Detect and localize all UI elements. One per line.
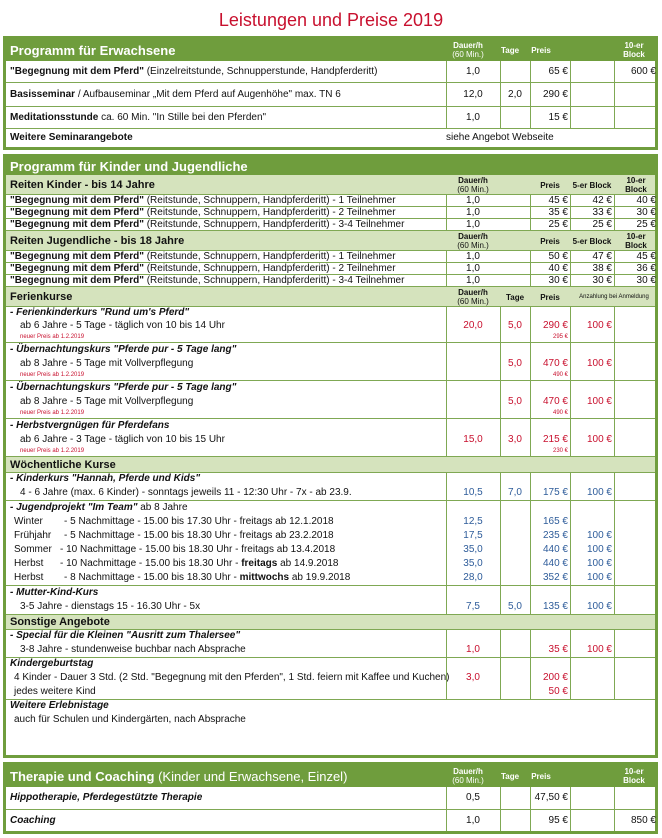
col-header-dauer: Dauer/h (60 Min.) xyxy=(452,41,484,59)
col-header-tage: Tage xyxy=(500,46,520,55)
tage-value: 7,0 xyxy=(508,487,522,498)
table-row xyxy=(6,219,655,231)
block5-value: 38 € xyxy=(592,263,612,274)
block5-value: 25 € xyxy=(592,219,612,230)
table-row xyxy=(6,251,655,263)
row-label: "Begegnung mit dem Pferd" (Reitstunde, Schnuppern, Handpferderitt) - 3-4 Teilnehmer xyxy=(10,219,405,230)
row-label: "Begegnung mit dem Pferd" (Einzelreitstunde, Schnupperstunde, Handpferderitt) xyxy=(10,66,378,77)
block5-value: 47 € xyxy=(592,251,612,262)
deposit-value: 100 € xyxy=(586,487,612,498)
table-row xyxy=(6,107,655,129)
deposit-value: 100 € xyxy=(586,396,612,407)
price-value: 50 € xyxy=(548,251,568,262)
course-name-row: Weitere Erlebnistage xyxy=(6,700,655,713)
deposit-value: 100 € xyxy=(586,434,612,445)
row-label: Meditationsstunde ca. 60 Min. "In Stille bei den Pferden" xyxy=(10,112,267,123)
section-title: Therapie und Coaching (Kinder und Erwachsene, Einzel) xyxy=(10,769,348,784)
block10-value: 30 € xyxy=(636,275,656,286)
dauer-value: 1,0 xyxy=(466,207,480,218)
price-value: 45 € xyxy=(548,195,568,206)
dauer-value: 1,0 xyxy=(466,195,480,206)
table-row: 4 Kinder - Dauer 3 Std. (2 Std. "Begegnung mit den Pferden", 1 Std. feiern mit Kaffee und Kuchen) 3,0 200 € xyxy=(6,671,655,685)
table-row: jedes weitere Kind 50 € xyxy=(6,685,655,700)
dauer-value: 12,0 xyxy=(463,89,483,100)
dauer-value: 10,5 xyxy=(463,487,483,498)
subsection-title: Ferienkurse xyxy=(10,291,73,303)
new-price-row: neuer Preis ab 1.2.2019 295 € xyxy=(6,333,655,343)
new-price-row: neuer Preis ab 1.2.2019 490 € xyxy=(6,371,655,381)
section-header xyxy=(6,39,655,61)
table-row xyxy=(6,263,655,275)
table-row: Herbst - 8 Nachmittage - 15.00 bis 18.30 Uhr - mittwochs ab 19.9.2018 28,0 352 € 100 € xyxy=(6,571,655,586)
table-row: Sommer - 10 Nachmittage - 15.00 bis 18.30 Uhr - freitags ab 13.4.2018 35,0 440 € 100 € xyxy=(6,543,655,557)
table-row: auch für Schulen und Kindergärten, nach Absprache xyxy=(6,713,655,727)
table-row: Frühjahr - 5 Nachmittage - 15.00 bis 18.30 Uhr - freitags ab 23.2.2018 17,5 235 € 100 € xyxy=(6,529,655,543)
block10-value: 36 € xyxy=(636,263,656,274)
tage-value: 3,0 xyxy=(508,434,522,445)
row-label: "Begegnung mit dem Pferd" (Reitstunde, Schnuppern, Handpferderitt) - 2 Teilnehmer xyxy=(10,207,396,218)
tage-value: 2,0 xyxy=(508,89,522,100)
subsection-title: Reiten Jugendliche - bis 18 Jahre xyxy=(10,235,185,247)
dauer-value: 1,0 xyxy=(466,66,480,77)
block10-value: 45 € xyxy=(636,251,656,262)
subsection-title: Reiten Kinder - bis 14 Jahre xyxy=(10,179,155,191)
row-note: siehe Angebot Webseite xyxy=(446,132,554,143)
table-row xyxy=(6,207,655,219)
table-row xyxy=(6,195,655,207)
price-value: 290 € xyxy=(542,89,568,100)
subsection-header xyxy=(6,457,655,473)
course-name-row: Kindergeburtstag xyxy=(6,658,655,671)
subsection-header xyxy=(6,615,655,630)
table-row: Herbst - 10 Nachmittage - 15.00 bis 18.30 Uhr - freitags ab 14.9.2018 35,0 440 € 100 € xyxy=(6,557,655,571)
table-row: 3-5 Jahre - dienstags 15 - 16.30 Uhr - 5x 7,5 5,0 135 € 100 € xyxy=(6,600,655,615)
subsection-header: Ferienkurse Dauer/h (60 Min.) Tage Preis Anzahlung bei Anmeldung xyxy=(6,287,655,307)
row-label: Weitere Seminarangebote xyxy=(10,132,133,143)
price-value: 15 € xyxy=(548,112,568,123)
dauer-value: 15,0 xyxy=(463,434,483,445)
col-header-dauer: Dauer/h (60 Min.) xyxy=(452,767,484,785)
price-value: 290 € xyxy=(542,320,568,331)
price-value: 35 € xyxy=(548,207,568,218)
section-header xyxy=(6,157,655,175)
row-label: "Begegnung mit dem Pferd" (Reitstunde, Schnuppern, Handpferderitt) - 2 Teilnehmer xyxy=(10,263,396,274)
course-name-row: - Übernachtungskurs "Pferde pur - 5 Tage lang" xyxy=(6,381,655,395)
section-therapie xyxy=(3,762,658,834)
col-header-preis: Preis xyxy=(531,46,551,55)
block10-value: 25 € xyxy=(636,219,656,230)
subsection-title: Sonstige Angebote xyxy=(10,616,110,628)
deposit-value: 100 € xyxy=(586,358,612,369)
block10-value: 600 € xyxy=(630,66,656,77)
course-name-row: - Herbstvergnügen für Pferdefans xyxy=(6,419,655,433)
course-name-row: - Jugendprojekt "Im Team" ab 8 Jahre xyxy=(6,501,655,515)
course-name-row: - Übernachtungskurs "Pferde pur - 5 Tage lang" xyxy=(6,343,655,357)
table-row xyxy=(6,129,655,147)
col-header-10er: 10-er Block xyxy=(623,767,645,785)
table-row: Winter - 5 Nachmittage - 15.00 bis 17.30 Uhr - freitags ab 12.1.2018 12,5 165 € xyxy=(6,515,655,529)
new-price-row: neuer Preis ab 1.2.2019 490 € xyxy=(6,409,655,419)
block10-value: 40 € xyxy=(636,195,656,206)
table-row xyxy=(6,275,655,287)
price-value: 25 € xyxy=(548,219,568,230)
row-label: "Begegnung mit dem Pferd" (Reitstunde, Schnuppern, Handpferderitt) - 3-4 Teilnehmer xyxy=(10,275,405,286)
subsection-header: Reiten Jugendliche - bis 18 Jahre Dauer/h (60 Min.) Preis 5-er Block 10-er Block xyxy=(6,231,655,251)
price-value: 65 € xyxy=(548,66,568,77)
tage-value: 5,0 xyxy=(508,320,522,331)
price-value: 470 € xyxy=(542,396,568,407)
row-label: "Begegnung mit dem Pferd" (Reitstunde, Schnuppern, Handpferderitt) - 1 Teilnehmer xyxy=(10,251,396,262)
table-row: 4 - 6 Jahre (max. 6 Kinder) - sonntags jeweils 11 - 12:30 Uhr - 7x - ab 23.9. 10,5 7,0 175 € 100 € xyxy=(6,486,655,501)
price-value: 40 € xyxy=(548,263,568,274)
deposit-value: 100 € xyxy=(586,320,612,331)
subsection-title: Wöchentliche Kurse xyxy=(10,459,116,471)
table-row: ab 8 Jahre - 5 Tage mit Vollverpflegung 5,0 470 € 100 € xyxy=(6,357,655,371)
section-title: Programm für Kinder und Jugendliche xyxy=(10,159,248,174)
dauer-value: 1,0 xyxy=(466,251,480,262)
dauer-value: 1,0 xyxy=(466,275,480,286)
table-row: Coaching 1,0 95 € 850 € xyxy=(6,810,655,831)
subsection-header: Reiten Kinder - bis 14 Jahre Dauer/h (60 Min.) Preis 5-er Block 10-er Block xyxy=(6,175,655,195)
course-name-row: - Ferienkinderkurs "Rund um's Pferd" xyxy=(6,307,655,319)
price-value: 175 € xyxy=(542,487,568,498)
tage-value: 5,0 xyxy=(508,396,522,407)
section-erwachsene xyxy=(3,36,658,150)
section-header xyxy=(6,765,655,787)
col-header-preis: Preis xyxy=(531,772,551,781)
price-value: 470 € xyxy=(542,358,568,369)
page-title: Leistungen und Preise 2019 xyxy=(218,10,444,30)
block5-value: 33 € xyxy=(592,207,612,218)
course-name-row: - Special für die Kleinen "Ausritt zum Thalersee" xyxy=(6,630,655,643)
table-row xyxy=(6,83,655,107)
block5-value: 30 € xyxy=(592,275,612,286)
col-header-tage: Tage xyxy=(500,772,520,781)
table-row: 3-8 Jahre - stundenweise buchbar nach Absprache 1,0 35 € 100 € xyxy=(6,643,655,658)
dauer-value: 1,0 xyxy=(466,219,480,230)
price-value: 215 € xyxy=(542,434,568,445)
table-row: ab 6 Jahre - 5 Tage - täglich von 10 bis 14 Uhr 20,0 5,0 290 € 100 € xyxy=(6,319,655,333)
dauer-value: 1,0 xyxy=(466,112,480,123)
dauer-value: 1,0 xyxy=(466,263,480,274)
section-title: Programm für Erwachsene xyxy=(10,43,176,58)
section-kinder xyxy=(3,154,658,758)
col-header-10er: 10-er Block xyxy=(623,41,645,59)
tage-value: 5,0 xyxy=(508,358,522,369)
block10-value: 30 € xyxy=(636,207,656,218)
table-row xyxy=(6,61,655,83)
course-name-row: - Mutter-Kind-Kurs xyxy=(6,586,655,600)
price-value: 30 € xyxy=(548,275,568,286)
row-label: "Begegnung mit dem Pferd" (Reitstunde, Schnuppern, Handpferderitt) - 1 Teilnehmer xyxy=(10,195,396,206)
block5-value: 42 € xyxy=(592,195,612,206)
table-row: Hippotherapie, Pferdegestützte Therapie 0,5 47,50 € xyxy=(6,787,655,810)
dauer-value: 20,0 xyxy=(463,320,483,331)
course-name-row: - Kinderkurs "Hannah, Pferde und Kids" xyxy=(6,473,655,486)
row-label: Basisseminar / Aufbauseminar „Mit dem Pferd auf Augenhöhe" max. TN 6 xyxy=(10,89,341,100)
table-row: ab 8 Jahre - 5 Tage mit Vollverpflegung 5,0 470 € 100 € xyxy=(6,395,655,409)
new-price-row: neuer Preis ab 1.2.2019 230 € xyxy=(6,447,655,457)
table-row: ab 6 Jahre - 3 Tage - täglich von 10 bis 15 Uhr 15,0 3,0 215 € 100 € xyxy=(6,433,655,447)
